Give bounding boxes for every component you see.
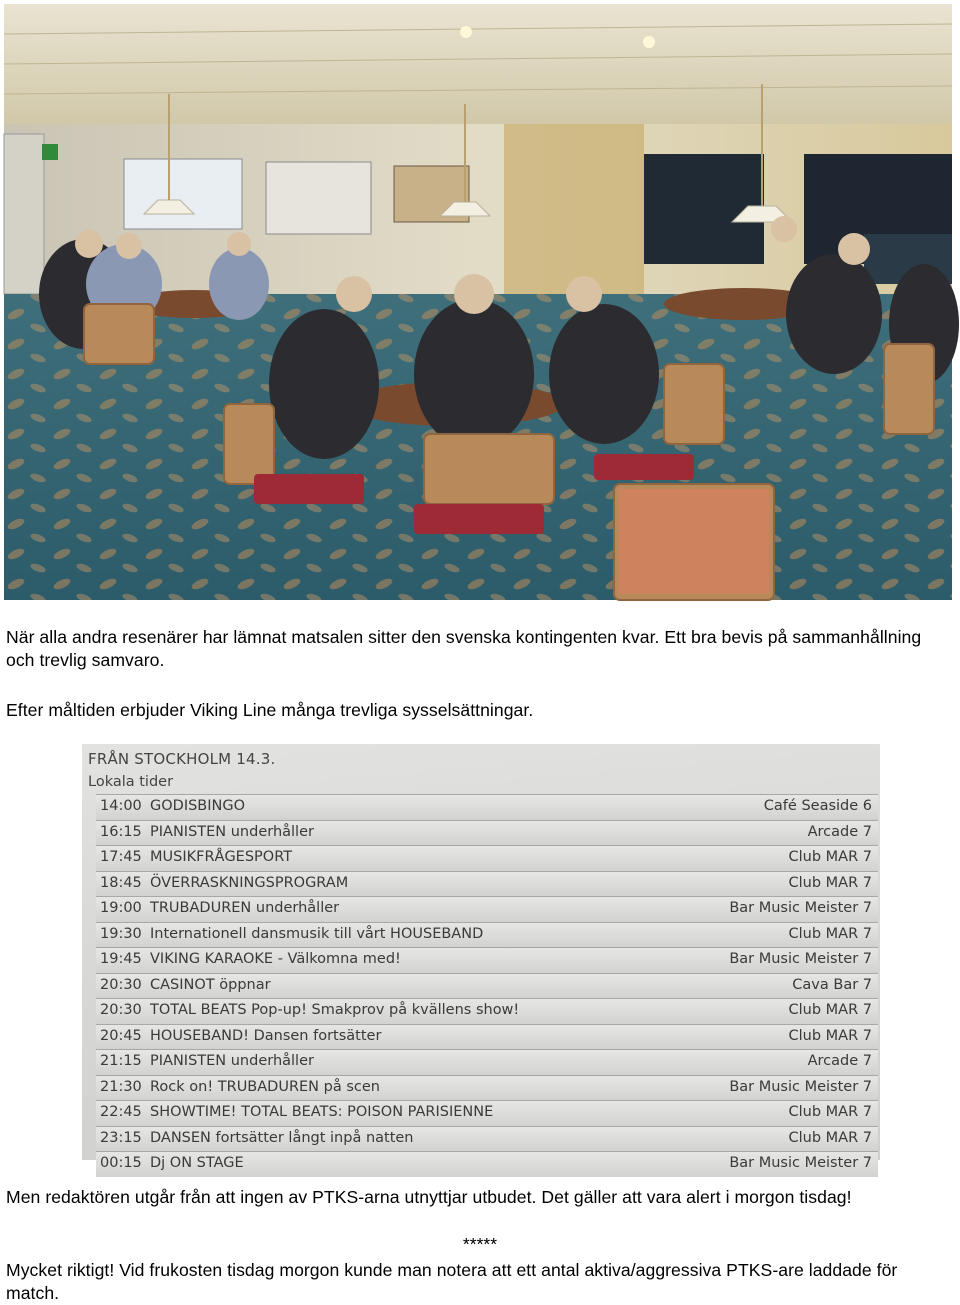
schedule-time: 14:00 <box>100 798 142 814</box>
schedule-venue: Club MAR 7 <box>788 1002 872 1018</box>
schedule-venue: Cava Bar 7 <box>792 976 872 993</box>
schedule-time: 19:45 <box>100 951 142 967</box>
schedule-event: PIANISTEN underhåller <box>150 823 314 840</box>
schedule-row <box>96 1126 878 1152</box>
schedule-event: Internationell dansmusik till vårt HOUSEBAND <box>150 925 484 942</box>
schedule-venue: Bar Music Meister 7 <box>729 900 872 916</box>
schedule-time: 21:30 <box>100 1078 142 1095</box>
schedule-venue: Bar Music Meister 7 <box>729 1155 872 1171</box>
schedule-time: 20:30 <box>100 976 142 993</box>
schedule-event: VIKING KARAOKE - Välkomna med! <box>150 951 401 967</box>
paragraph-activities: Efter måltiden erbjuder Viking Line många trevliga sysselsättningar. <box>6 700 534 720</box>
schedule-time: 22:45 <box>100 1104 142 1120</box>
schedule-event: GODISBINGO <box>150 798 246 814</box>
schedule-venue: Bar Music Meister 7 <box>729 951 872 967</box>
schedule-time: 18:45 <box>100 874 142 891</box>
schedule-time: 20:45 <box>100 1027 142 1044</box>
schedule-time: 20:30 <box>100 1002 142 1018</box>
schedule-time: 17:45 <box>100 849 142 865</box>
schedule-event: HOUSEBAND! Dansen fortsätter <box>150 1027 382 1044</box>
schedule-row <box>96 973 878 999</box>
schedule-title: FRÅN STOCKHOLM 14.3. <box>88 750 276 768</box>
schedule-row <box>96 922 878 948</box>
paragraph-editor-note: Men redaktören utgår från att ingen av PTKS-arna utnyttjar utbudet. Det gäller att vara alert i morgon tisdag! <box>6 1187 852 1207</box>
schedule-rows <box>96 794 878 1177</box>
schedule-row <box>96 947 878 973</box>
schedule-venue: Bar Music Meister 7 <box>729 1078 872 1095</box>
schedule-event: TOTAL BEATS Pop-up! Smakprov på kvällens show! <box>150 1002 520 1018</box>
schedule-venue: Arcade 7 <box>807 823 872 840</box>
restaurant-photo <box>4 4 952 600</box>
schedule-venue: Club MAR 7 <box>788 1104 872 1120</box>
schedule-row <box>96 1024 878 1050</box>
schedule-time: 23:15 <box>100 1129 142 1146</box>
schedule-venue: Club MAR 7 <box>788 874 872 891</box>
schedule-row <box>96 1151 878 1177</box>
schedule-row <box>96 1075 878 1101</box>
schedule-venue: Club MAR 7 <box>788 849 872 865</box>
schedule-time: 16:15 <box>100 823 142 840</box>
schedule-event: DANSEN fortsätter långt inpå natten <box>150 1129 414 1146</box>
schedule-event: PIANISTEN underhåller <box>150 1053 314 1069</box>
schedule-subtitle: Lokala tider <box>88 774 174 790</box>
paragraph-intro: När alla andra resenärer har lämnat matsalen sitter den svenska kontingenten kvar. Ett bra bevis på sammanhållning och trevlig samvaro. <box>6 627 922 670</box>
schedule-event: ÖVERRASKNINGSPROGRAM <box>150 874 349 891</box>
schedule-venue: Club MAR 7 <box>788 1027 872 1044</box>
schedule-event: MUSIKFRÅGESPORT <box>150 849 293 865</box>
schedule-time: 19:00 <box>100 900 142 916</box>
schedule-event: SHOWTIME! TOTAL BEATS: POISON PARISIENNE <box>150 1104 494 1120</box>
schedule-venue: Café Seaside 6 <box>763 798 872 814</box>
schedule-venue: Club MAR 7 <box>788 925 872 942</box>
schedule-time: 21:15 <box>100 1053 142 1069</box>
schedule-row <box>96 896 878 922</box>
schedule-event: Dj ON STAGE <box>150 1155 244 1171</box>
schedule-event: Rock on! TRUBADUREN på scen <box>150 1078 380 1095</box>
schedule-row <box>96 871 878 897</box>
schedule-event: CASINOT öppnar <box>150 976 271 993</box>
schedule-venue: Club MAR 7 <box>788 1129 872 1146</box>
schedule-board <box>82 744 880 1171</box>
schedule-venue: Arcade 7 <box>807 1053 872 1069</box>
schedule-time: 19:30 <box>100 925 142 942</box>
schedule-row <box>96 794 878 820</box>
schedule-row <box>96 820 878 846</box>
schedule-row <box>96 1049 878 1075</box>
schedule-row <box>96 998 878 1024</box>
schedule-row <box>96 1100 878 1126</box>
schedule-row <box>96 845 878 871</box>
separator-stars: ***** <box>462 1234 498 1254</box>
schedule-event: TRUBADUREN underhåller <box>150 900 340 916</box>
schedule-time: 00:15 <box>100 1155 142 1171</box>
paragraph-followup: Mycket riktigt! Vid frukosten tisdag morgon kunde man notera att ett antal aktiva/aggressiva PTKS-are laddade för match. <box>6 1260 898 1303</box>
